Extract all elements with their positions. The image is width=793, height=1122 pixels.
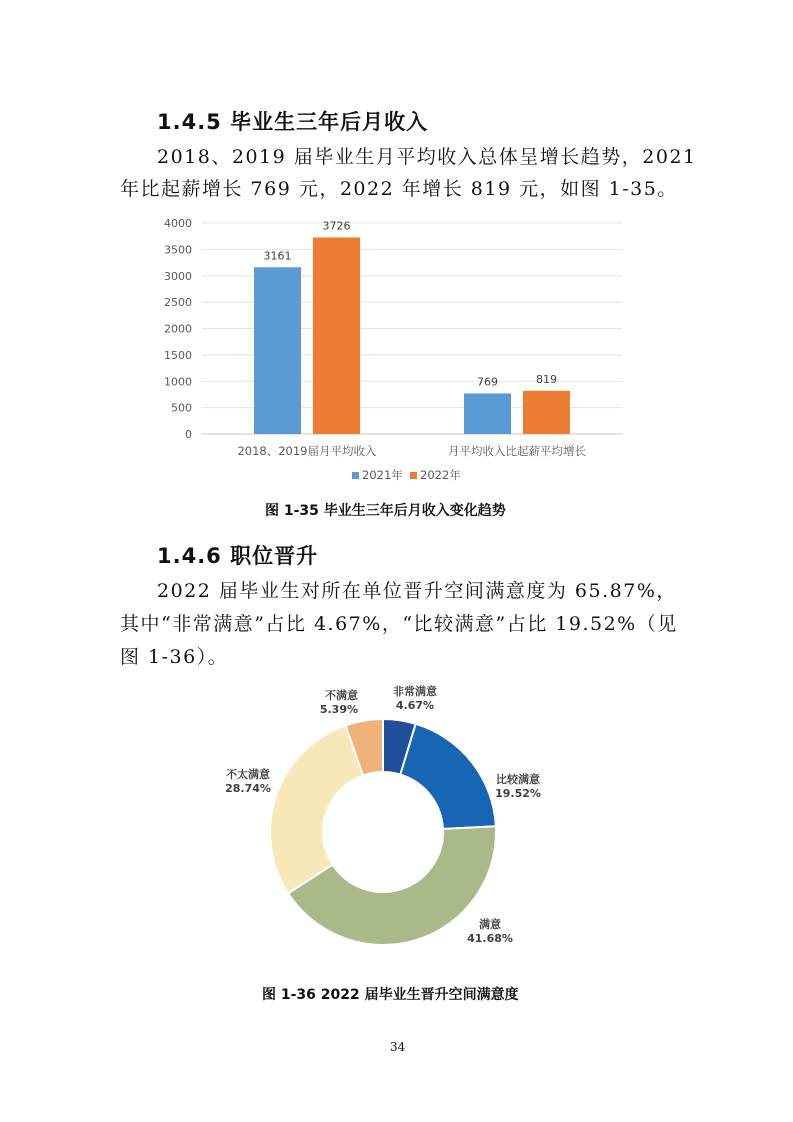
bar-chart-legend <box>352 468 461 482</box>
donut-slice-percent: 28.74% <box>225 782 271 795</box>
legend-swatch <box>352 472 359 479</box>
donut-slice-3 <box>270 725 363 893</box>
bar-1-1 <box>523 391 570 434</box>
section-title-1-4-6: 1.4.6 职位晋升 <box>157 544 319 568</box>
bar-chart-y-ticks <box>164 217 192 441</box>
bar-data-label: 769 <box>477 375 498 389</box>
donut-slice-percent: 19.52% <box>495 787 541 800</box>
bar-y-tick-label: 500 <box>171 401 192 415</box>
bar-y-tick-label: 2000 <box>164 322 192 336</box>
bar-data-label: 819 <box>536 372 557 386</box>
figure-1-35-caption: 图 1-35 毕业生三年后月收入变化趋势 <box>265 503 506 519</box>
income-bar-chart <box>150 205 650 495</box>
donut-slice-name: 比较满意 <box>496 773 540 786</box>
bar-y-tick-label: 4000 <box>164 217 192 230</box>
bar-category-label: 月平均收入比起薪平均增长 <box>448 444 586 458</box>
donut-slice-name: 非常满意 <box>393 685 437 698</box>
bar-chart-categories <box>237 444 586 458</box>
bar-y-tick-label: 3000 <box>164 269 192 283</box>
promotion-donut-chart <box>190 675 630 960</box>
bar-0-0 <box>254 267 301 434</box>
paragraph-income-line1: 2018、2019 届毕业生月平均收入总体呈增长趋势，2021 <box>157 146 697 168</box>
page-number: 34 <box>390 1040 406 1054</box>
donut-chart-slices <box>270 719 496 945</box>
bar-y-tick-label: 2500 <box>164 296 192 310</box>
donut-slice-name: 不太满意 <box>226 768 270 781</box>
legend-label: 2021年 <box>362 468 403 482</box>
donut-slice-1 <box>400 724 495 829</box>
paragraph-income-line2: 年比起薪增长 769 元，2022 年增长 819 元，如图 1-35。 <box>120 178 678 200</box>
bar-y-tick-label: 3500 <box>164 243 192 257</box>
legend-label: 2022年 <box>420 468 461 482</box>
paragraph-promotion-line2: 其中“非常满意”占比 4.67%，“比较满意”占比 19.52%（见 <box>120 613 678 635</box>
bar-y-tick-label: 0 <box>185 428 192 441</box>
bar-data-label: 3726 <box>322 219 351 233</box>
bar-0-1 <box>313 237 360 434</box>
bar-y-tick-label: 1000 <box>164 375 192 389</box>
donut-slice-percent: 4.67% <box>395 699 435 712</box>
section-title-1-4-5: 1.4.5 毕业生三年后月收入 <box>157 110 429 134</box>
donut-slice-percent: 5.39% <box>319 703 358 716</box>
paragraph-promotion-line1: 2022 届毕业生对所在单位晋升空间满意度为 65.87%， <box>157 580 677 602</box>
bar-category-label: 2018、2019届月平均收入 <box>237 444 377 458</box>
donut-slice-percent: 41.68% <box>467 932 513 945</box>
bar-chart-data-labels <box>264 219 558 388</box>
donut-slice-name: 不满意 <box>325 689 358 702</box>
donut-slice-name: 满意 <box>479 918 501 931</box>
legend-swatch <box>410 472 417 479</box>
bar-data-label: 3161 <box>263 249 292 263</box>
figure-1-36-caption: 图 1-36 2022 届毕业生晋升空间满意度 <box>262 987 519 1003</box>
bar-y-tick-label: 1500 <box>164 348 192 362</box>
bar-1-0 <box>464 393 511 434</box>
bar-chart-bars <box>254 237 570 434</box>
paragraph-promotion-line3: 图 1-36）。 <box>120 646 229 668</box>
